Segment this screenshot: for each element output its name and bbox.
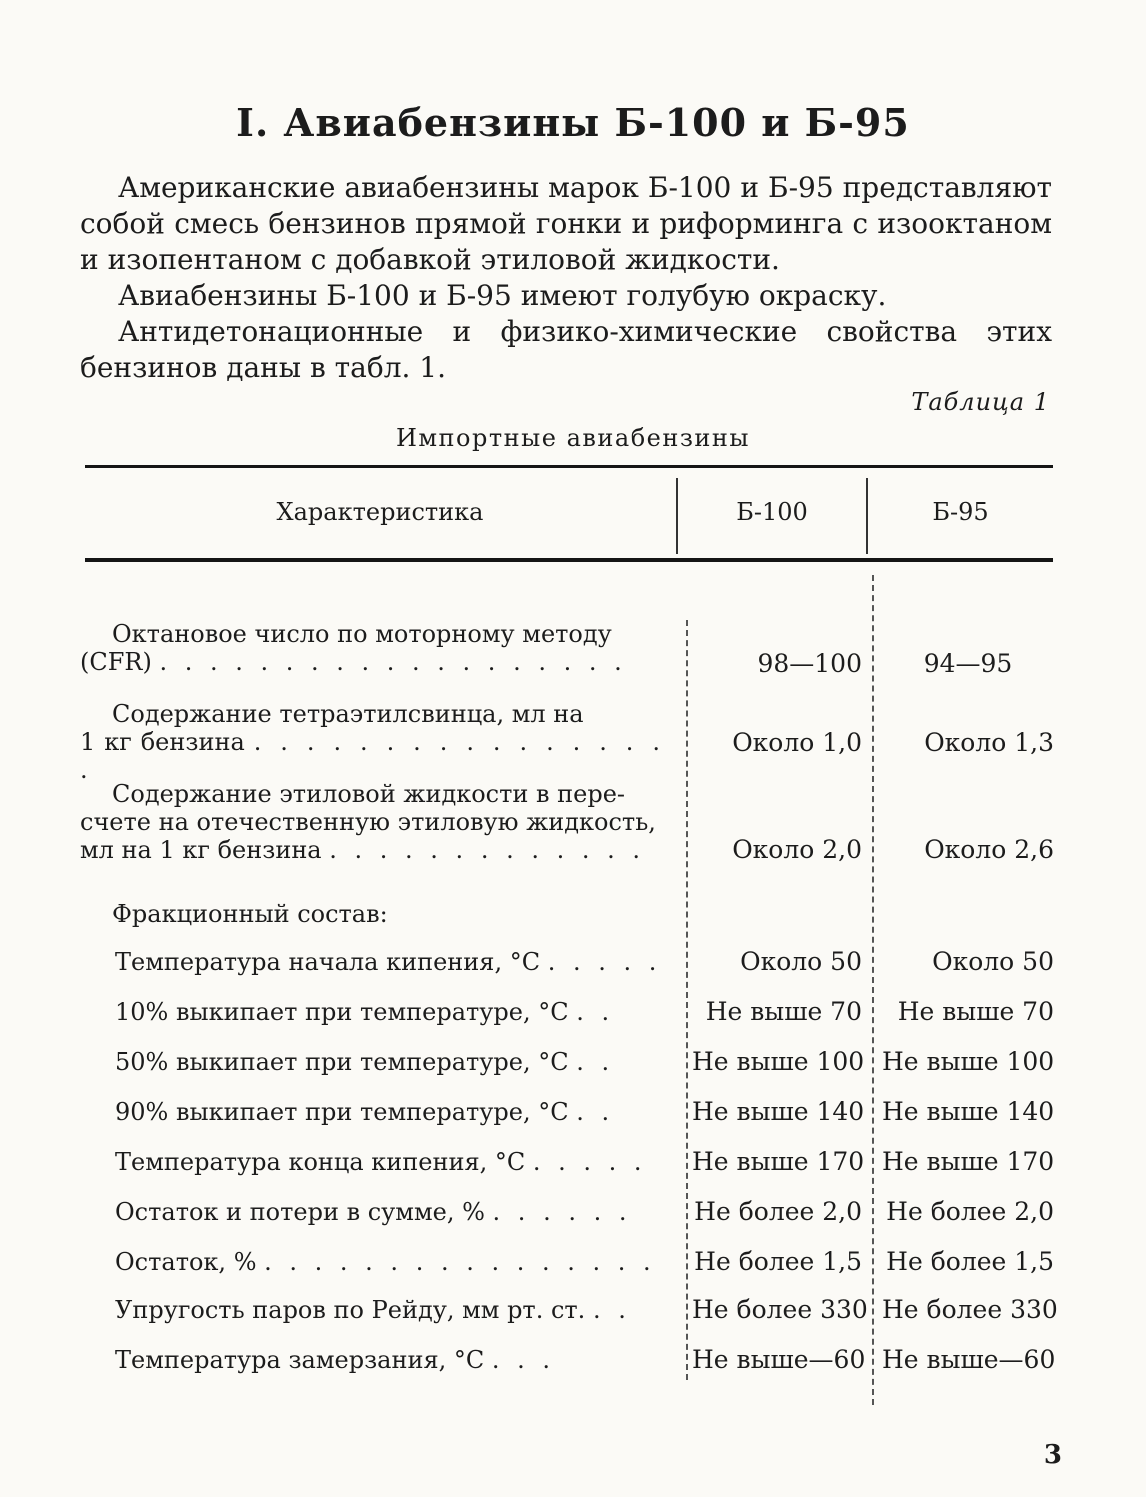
table-caption: Импортные авиабензины	[395, 424, 751, 452]
value-b95: Не более 330	[882, 1295, 1058, 1324]
row-label: 10% выкипает при температуре, °С . .	[115, 998, 615, 1026]
paragraph-color: Авиабензины Б-100 и Б-95 имеют голубую окраску.	[118, 279, 887, 312]
value-b100: Не выше 70	[705, 997, 862, 1026]
row-label: Остаток и потери в сумме, % . . . . . .	[115, 1198, 632, 1226]
row-label: Температура начала кипения, °С . . . . .	[115, 948, 662, 976]
page-title: I. Авиабензины Б-100 и Б-95	[236, 100, 910, 145]
value-b100: Не более 1,5	[694, 1247, 862, 1276]
table-top-rule	[85, 465, 1053, 468]
value-b100: Не выше 140	[692, 1097, 865, 1126]
row-label: 50% выкипает при температуре, °С . .	[115, 1048, 615, 1076]
value-b95: Не более 1,5	[886, 1247, 1054, 1276]
value-b100: Около 2,0	[732, 835, 862, 864]
page-number: 3	[1043, 1440, 1062, 1470]
value-b100: Около 50	[740, 947, 862, 976]
value-b100: Не более 2,0	[694, 1197, 862, 1226]
header-b100: Б-100	[736, 498, 808, 526]
row-label: Содержание этиловой жидкости в пере- счете на отечественную этиловую жидкость, мл на 1 кг бензина . . . . . . . . . . . . .	[80, 780, 656, 864]
value-b95: Около 50	[932, 947, 1054, 976]
row-label: Упругость паров по Рейду, мм рт. ст. . .	[115, 1296, 631, 1324]
column-divider-1	[686, 620, 688, 1380]
value-b95: Не более 2,0	[886, 1197, 1054, 1226]
header-characteristic: Характеристика	[276, 498, 484, 526]
value-b100: Не выше 170	[692, 1147, 865, 1176]
row-label: Октановое число по моторному методу (CFR) . . . . . . . . . . . . . . . . . . .	[80, 620, 627, 676]
row-label: Остаток, % . . . . . . . . . . . . . . . .	[115, 1248, 656, 1276]
leader-dots: . . . . . . . . . . . . .	[329, 836, 645, 864]
row-label: Содержание тетраэтилсвинца, мл на 1 кг бензина . . . . . . . . . . . . . . . . .	[80, 700, 665, 784]
section-heading: Фракционный состав:	[112, 900, 388, 928]
leader-dots: . . . . . . . . . . . . . . . . .	[80, 728, 665, 784]
value-b100: Около 1,0	[732, 728, 862, 757]
value-b95: Не выше 70	[897, 997, 1054, 1026]
value-b100: Не выше—60	[692, 1345, 866, 1374]
table-header-rule	[85, 558, 1053, 562]
value-b100: 98—100	[757, 649, 862, 678]
paragraph-intro: Американские авиабензины марок Б-100 и Б-95 представляют собой смесь бензинов прямой гонки и риформинга с изооктаном и изопентаном с добавкой этиловой жидкости.	[80, 171, 1052, 276]
header-b95: Б-95	[932, 498, 989, 526]
value-b95: Не выше 140	[882, 1097, 1055, 1126]
value-b95: Не выше 170	[882, 1147, 1055, 1176]
value-b95: Около 1,3	[924, 728, 1054, 757]
row-label: Температура замерзания, °С . . .	[115, 1346, 556, 1374]
value-b100: Не более 330	[692, 1295, 868, 1324]
row-label: 90% выкипает при температуре, °С . .	[115, 1098, 615, 1126]
column-divider-2	[872, 575, 874, 1405]
value-b95: 94—95	[923, 649, 1013, 678]
row-label: Температура конца кипения, °С . . . . .	[115, 1148, 647, 1176]
value-b95: Не выше 100	[882, 1047, 1055, 1076]
value-b95: Около 2,6	[924, 835, 1054, 864]
table-label: Таблица 1	[911, 388, 1050, 416]
leader-dots: . . . . . . . . . . . . . . . . . . .	[159, 648, 627, 676]
value-b100: Не выше 100	[692, 1047, 865, 1076]
value-b95: Не выше—60	[882, 1345, 1056, 1374]
paragraph-properties: Антидетонационные и физико-химические свойства этих бензинов даны в табл. 1.	[80, 315, 1052, 384]
